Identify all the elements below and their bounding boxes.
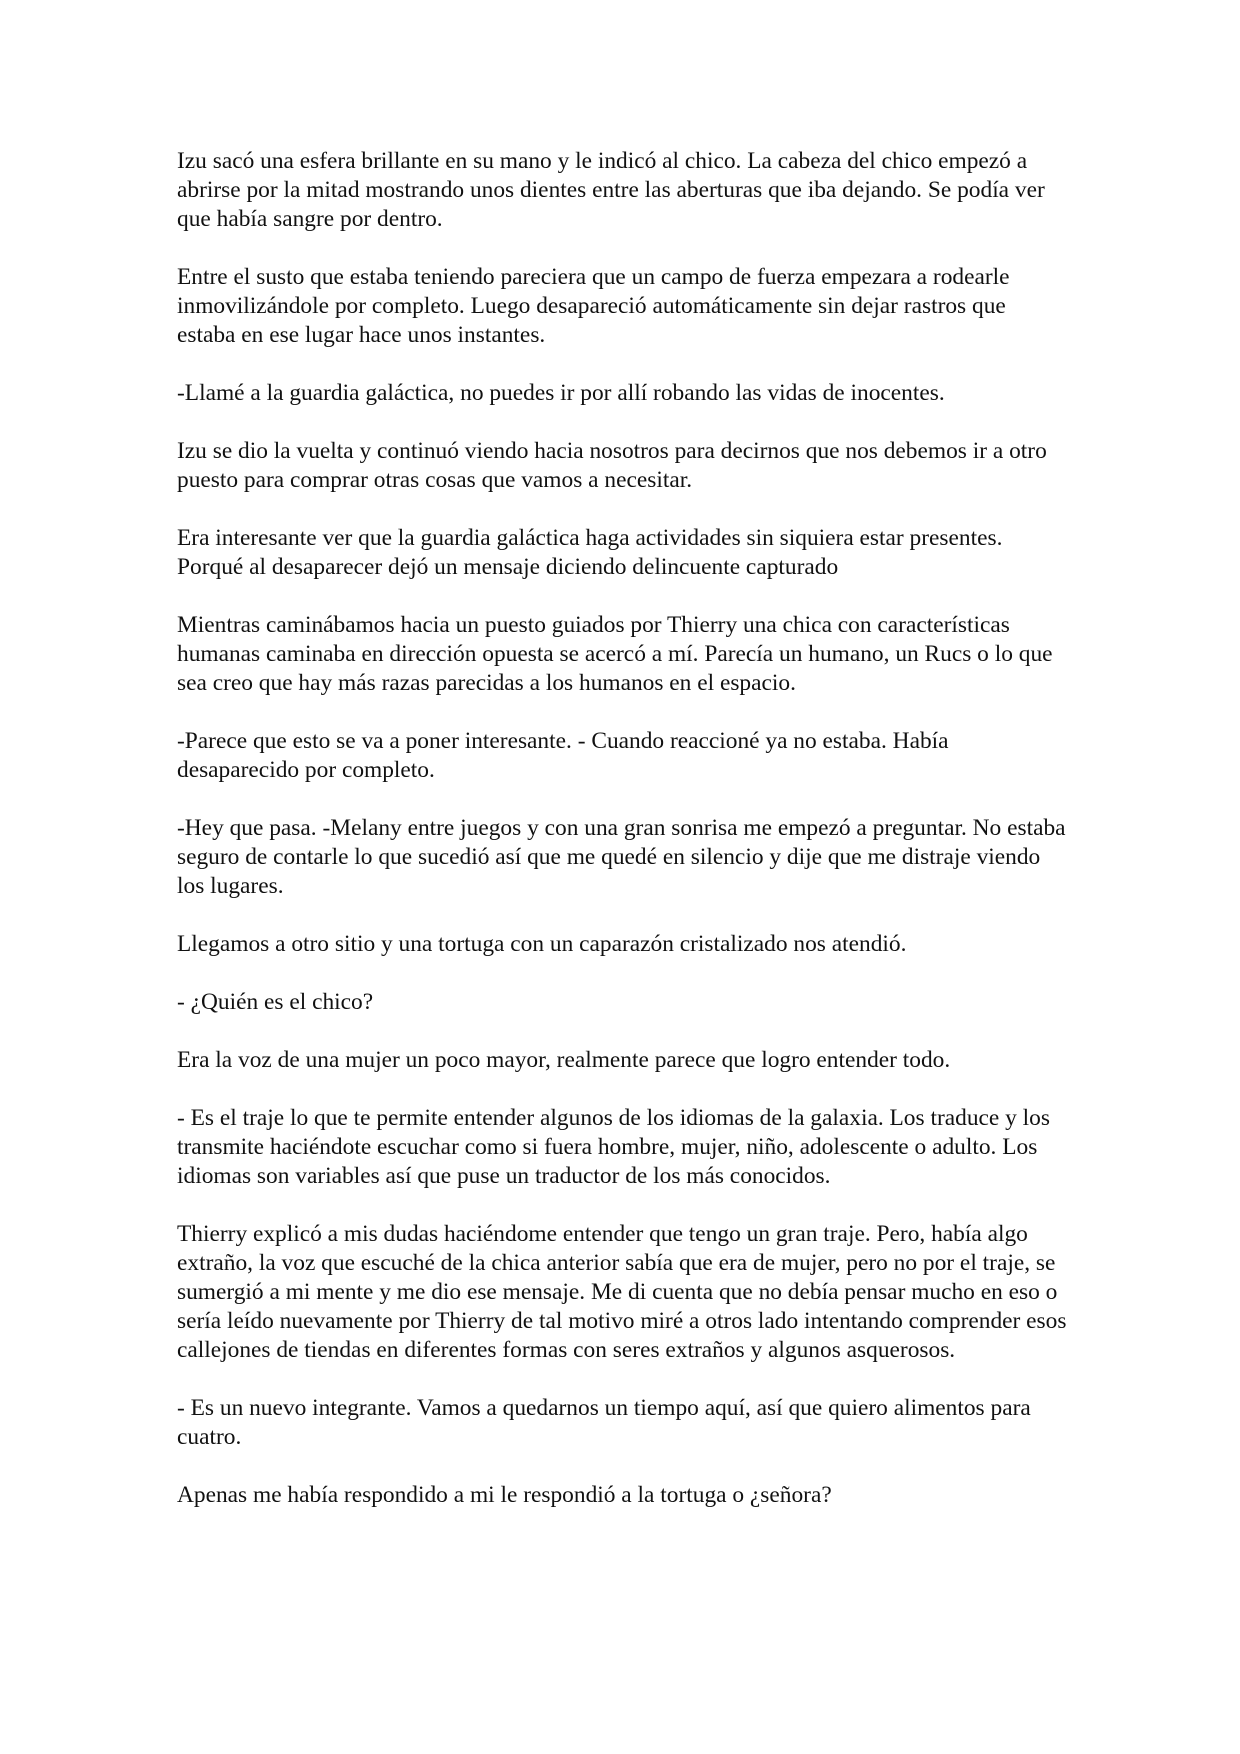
paragraph: -Hey que pasa. -Melany entre juegos y con una gran sonrisa me empezó a preguntar. No estaba seguro de contarle lo que sucedió así que me quedé en silencio y dije que me distraje viendo los lugares. — [177, 815, 1066, 899]
paragraph: Llegamos a otro sitio y una tortuga con un caparazón cristalizado nos atendió. — [177, 931, 907, 957]
paragraph: Mientras caminábamos hacia un puesto guiados por Thierry una chica con características humanas caminaba en dirección opuesta se acercó a mí. Parecía un humano, un Rucs o lo que sea creo que hay más razas parecidas a los humanos en el espacio. — [177, 612, 1053, 696]
paragraph: Thierry explicó a mis dudas haciéndome entender que tengo un gran traje. Pero, había algo extraño, la voz que escuché de la chica anterior sabía que era de mujer, pero no por el traje, se sumergió a mi mente y me dio ese mensaje. Me di cuenta que no debía pensar mucho en eso o sería leído nuevamente por Thierry de tal motivo miré a otros lado intentando comprender esos callejones de tiendas en diferentes formas con seres extraños y algunos asquerosos. — [177, 1221, 1067, 1363]
paragraph: - Es el traje lo que te permite entender algunos de los idiomas de la galaxia. Los traduce y los transmite haciéndote escuchar como si fuera hombre, mujer, niño, adolescente o adulto. Los idiomas son variables así que puse un traductor de los más conocidos. — [177, 1105, 1050, 1189]
paragraph: Entre el susto que estaba teniendo pareciera que un campo de fuerza empezara a rodearle inmovilizándole por completo. Luego desapareció automáticamente sin dejar rastros que estaba en ese lugar hace unos instantes. — [177, 264, 1010, 348]
paragraph: Era la voz de una mujer un poco mayor, realmente parece que logro entender todo. — [177, 1047, 951, 1073]
paragraph: - ¿Quién es el chico? — [177, 989, 374, 1015]
paragraph: - Es un nuevo integrante. Vamos a quedarnos un tiempo aquí, así que quiero alimentos para cuatro. — [177, 1395, 1031, 1450]
paragraph: -Llamé a la guardia galáctica, no puedes ir por allí robando las vidas de inocentes. — [177, 380, 945, 406]
paragraph: Apenas me había respondido a mi le respondió a la tortuga o ¿señora? — [177, 1482, 832, 1508]
paragraph: Izu sacó una esfera brillante en su mano y le indicó al chico. La cabeza del chico empezó a abrirse por la mitad mostrando unos dientes entre las aberturas que iba dejando. Se podía ver que había sangre por dentro. — [177, 148, 1045, 232]
paragraph: Izu se dio la vuelta y continuó viendo hacia nosotros para decirnos que nos debemos ir a otro puesto para comprar otras cosas que vamos a necesitar. — [177, 438, 1047, 493]
body-text — [177, 147, 1067, 1539]
paragraph: -Parece que esto se va a poner interesante. - Cuando reaccioné ya no estaba. Había desaparecido por completo. — [177, 728, 949, 783]
paragraph: Era interesante ver que la guardia galáctica haga actividades sin siquiera estar presentes. Porqué al desaparecer dejó un mensaje diciendo delincuente capturado — [177, 525, 1003, 580]
